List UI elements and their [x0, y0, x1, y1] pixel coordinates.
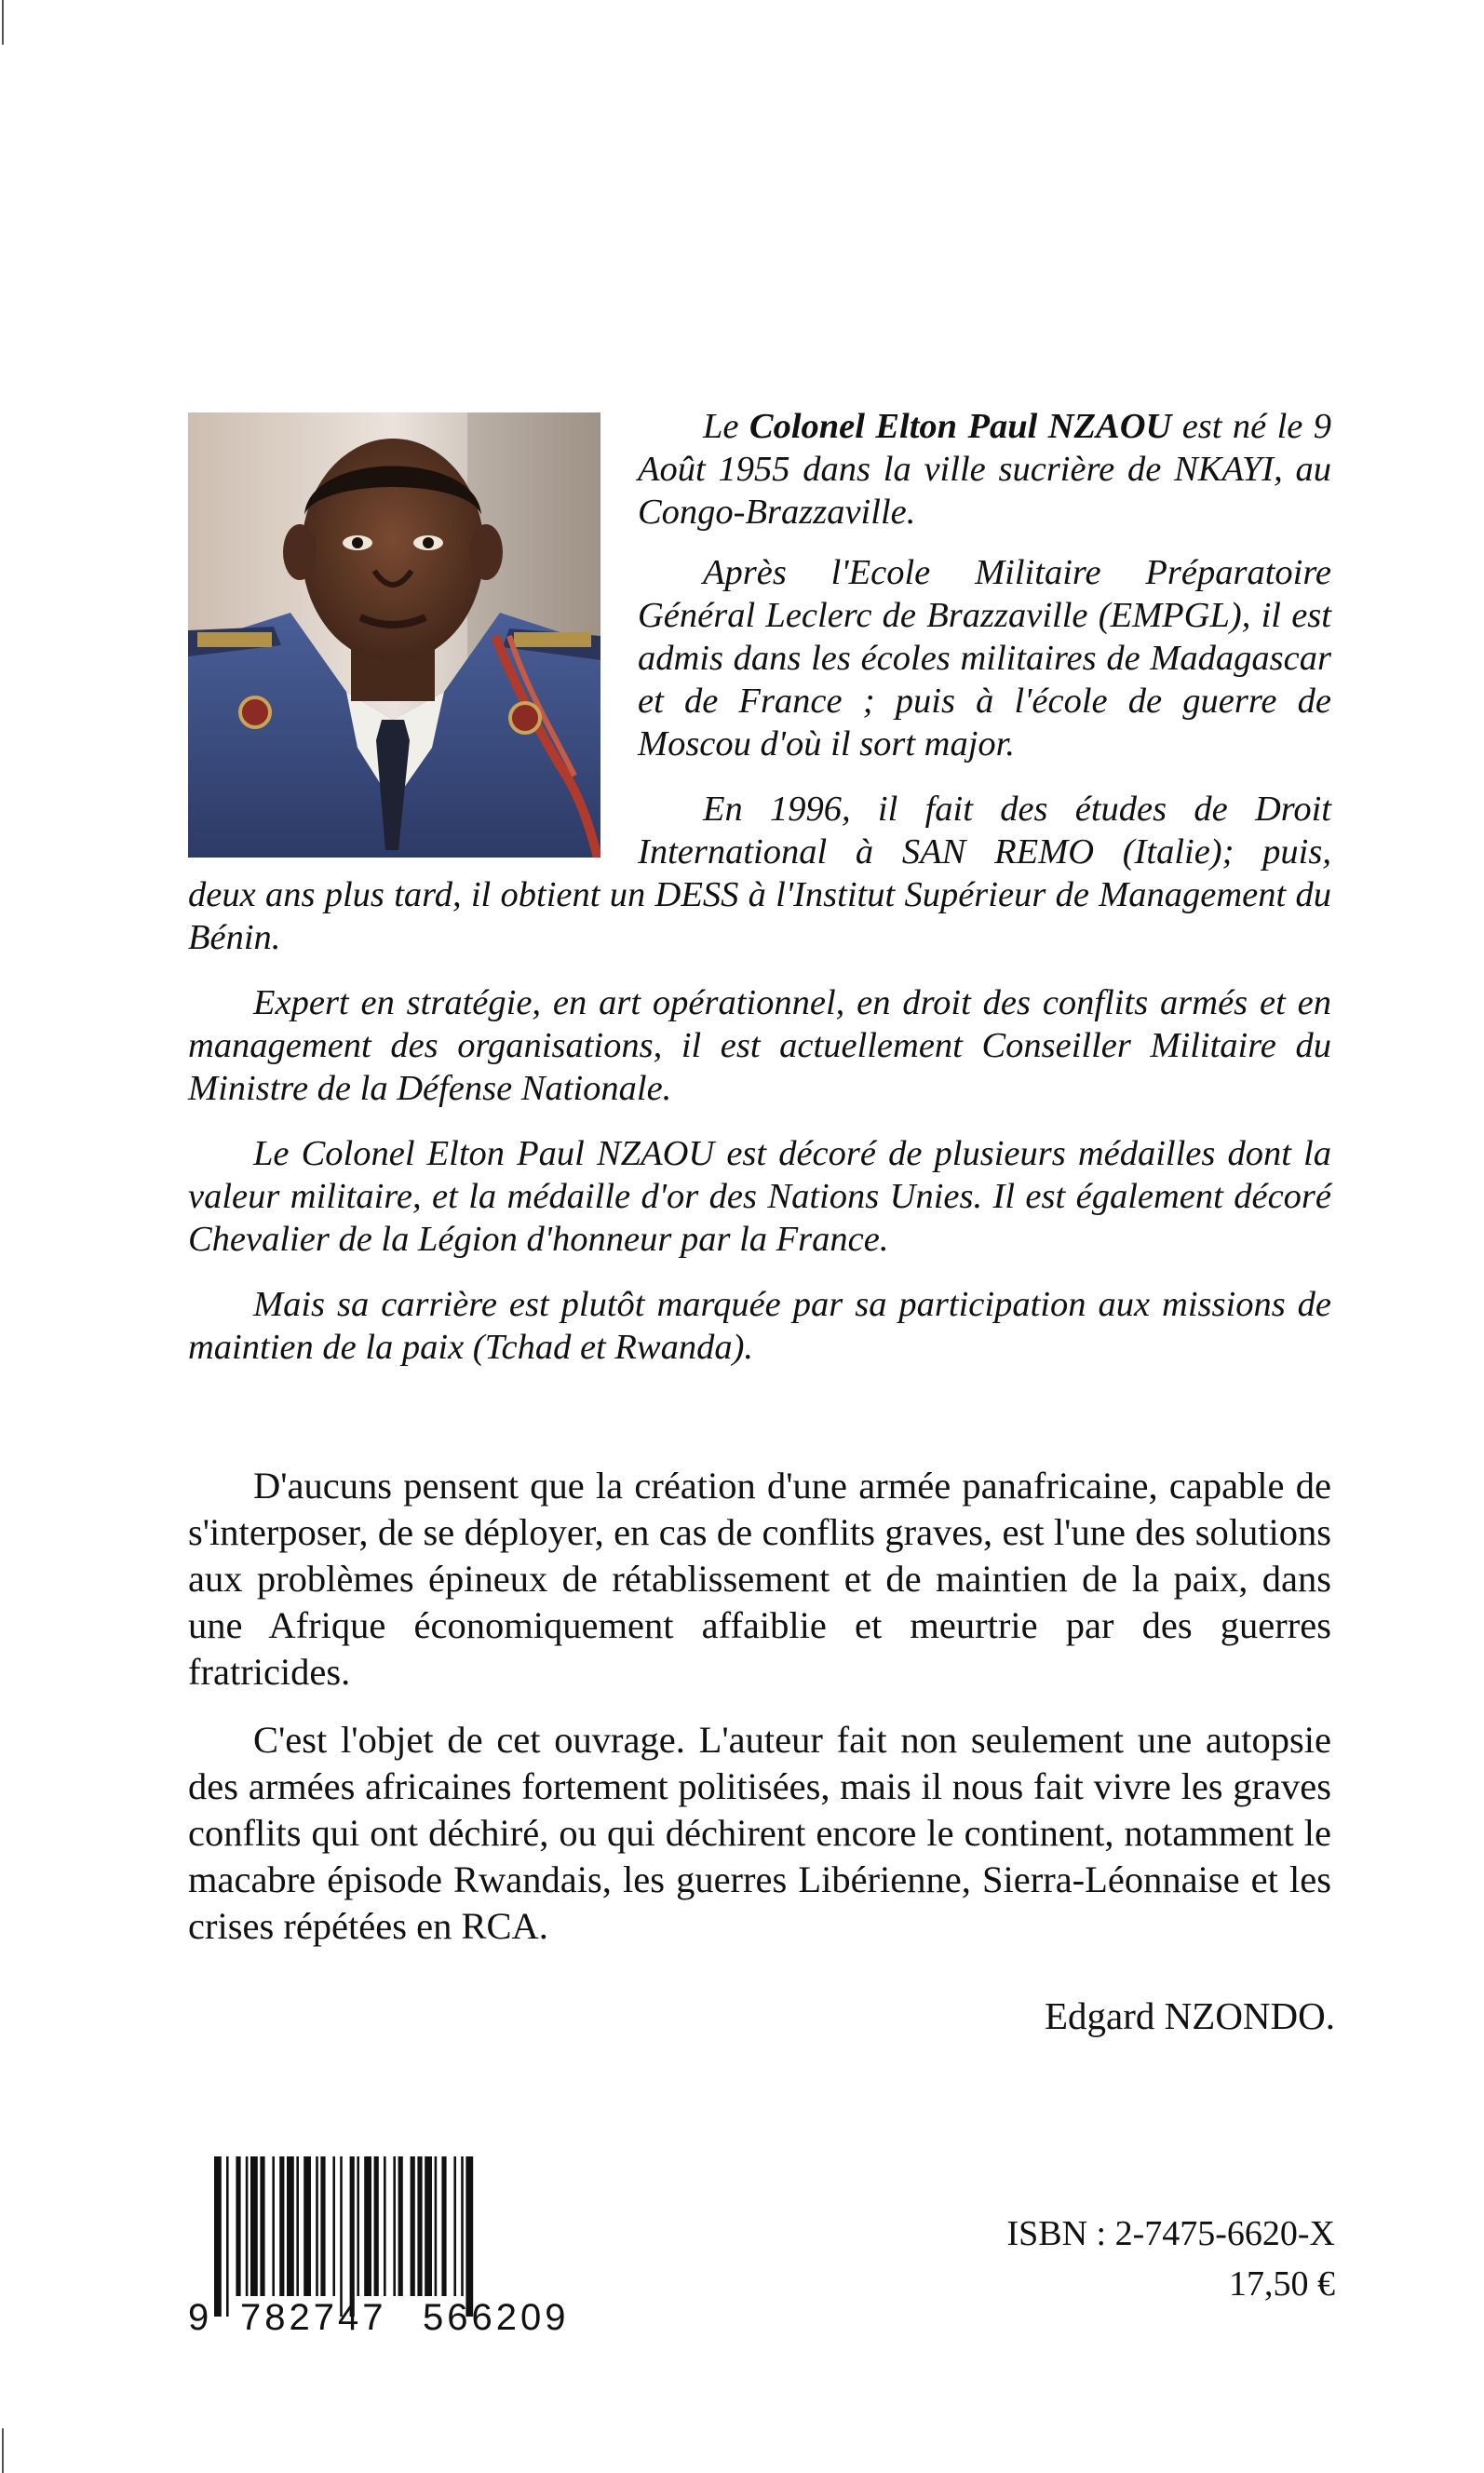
barcode-bar	[214, 2156, 222, 2317]
barcode-bar	[246, 2156, 249, 2296]
crop-mark-top	[2, 0, 4, 45]
bio-paragraph-education: Après l'Ecole Militaire Préparatoire Général Leclerc de Brazzaville (EMPGL), il est admis dans les écoles militaires de Madagascar et de France ; puis à l'école de guerre de Moscou d'où il sort major.	[638, 553, 1331, 764]
barcode-bar	[250, 2156, 258, 2296]
barcode-bar	[287, 2156, 294, 2296]
bio-paragraph-studies-start: En 1996, il fait des études de Droit International à SAN REMO (Italie); puis,	[638, 790, 1331, 872]
author-portrait	[188, 412, 600, 858]
blurb-paragraph-content: C'est l'objet de cet ouvrage. L'auteur fait non seulement une autopsie des armées africaines fortement politisées, mais il nous fait vivre les graves conflits qui ont déchiré, ou qui déchirent encore le continent, notamment le macabre épisode Rwandais, les guerres Libérienne, Sierra-Léonnaise et les crises répétées en RCA.	[188, 1719, 1331, 1947]
barcode-bar	[374, 2156, 379, 2296]
isbn-number: ISBN : 2-7475-6620-X	[1006, 2214, 1335, 2253]
barcode-bar	[236, 2156, 240, 2296]
bio-paragraph-birth	[638, 405, 1331, 534]
barcode-bar	[272, 2156, 275, 2296]
bio-paragraph-decorations: Le Colonel Elton Paul NZAOU est décoré de plusieurs médailles dont la valeur militaire, et la médaille d'or des Nations Unies. Il est également décoré Chevalier de la Légion d'honneur par la France.	[188, 1134, 1331, 1259]
barcode-digits-right: 566209	[423, 2297, 570, 2333]
barcode-bar	[304, 2156, 311, 2296]
barcode-digits-left: 782747	[240, 2297, 387, 2333]
author-name: Colonel Elton Paul NZAOU	[749, 407, 1172, 446]
bio-birth-text: est né le 9 Août 1955 dans la ville sucrière de NKAYI, au Congo-Brazzaville.	[638, 407, 1331, 532]
barcode-bar	[425, 2156, 432, 2296]
barcode-bar	[461, 2156, 464, 2296]
barcode-bar	[465, 2156, 473, 2317]
barcode-bar	[296, 2156, 299, 2296]
barcode-bars	[214, 2156, 473, 2317]
barcode-bar	[260, 2156, 264, 2296]
barcode-bar	[279, 2156, 284, 2296]
blurb-signature: Edgard NZONDO.	[1045, 1994, 1335, 2037]
barcode-bar	[332, 2156, 335, 2296]
isbn-barcode	[186, 2156, 607, 2333]
crop-mark-bottom	[2, 2428, 4, 2473]
barcode-bar	[384, 2156, 386, 2296]
barcode-bar	[435, 2156, 438, 2296]
barcode-bar	[441, 2156, 446, 2296]
bio-paragraph-expertise: Expert en stratégie, en art opérationnel, en droit des conflits armés et en management des organisations, il est actuellement Conseiller Militaire du Ministre de la Défense Nationale.	[188, 983, 1331, 1108]
price: 17,50 €	[1229, 2264, 1335, 2304]
barcode-bar	[340, 2156, 343, 2317]
barcode-digit-lead: 9	[188, 2297, 209, 2333]
bio-paragraph-studies-end: deux ans plus tard, il obtient un DESS à l'Institut Supérieur de Management du Bénin.	[188, 875, 1331, 957]
barcode-bar	[316, 2156, 318, 2296]
barcode-bar	[417, 2156, 422, 2296]
barcode-bar	[393, 2156, 396, 2296]
barcode-bar	[453, 2156, 456, 2296]
blurb-paragraph-thesis: D'aucuns pensent que la création d'une armée panafricaine, capable de s'interposer, de se déployer, en cas de conflits graves, est l'une des solutions aux problèmes épineux de rétablissement et de maintien de la paix, dans une Afrique économiquement affaiblie et meurtrie par des guerres fratricides.	[188, 1465, 1331, 1693]
barcode-bar	[357, 2156, 359, 2296]
barcode-bar	[411, 2156, 415, 2296]
barcode-bar	[350, 2156, 355, 2317]
barcode-bar	[226, 2156, 229, 2317]
barcode-bar	[398, 2156, 403, 2296]
barcode-bar	[364, 2156, 371, 2296]
bio-prefix: Le	[703, 407, 749, 446]
barcode-bar	[320, 2156, 325, 2296]
bio-paragraph-missions: Mais sa carrière est plutôt marquée par sa participation aux missions de maintien de la paix (Tchad et Rwanda).	[188, 1285, 1331, 1367]
